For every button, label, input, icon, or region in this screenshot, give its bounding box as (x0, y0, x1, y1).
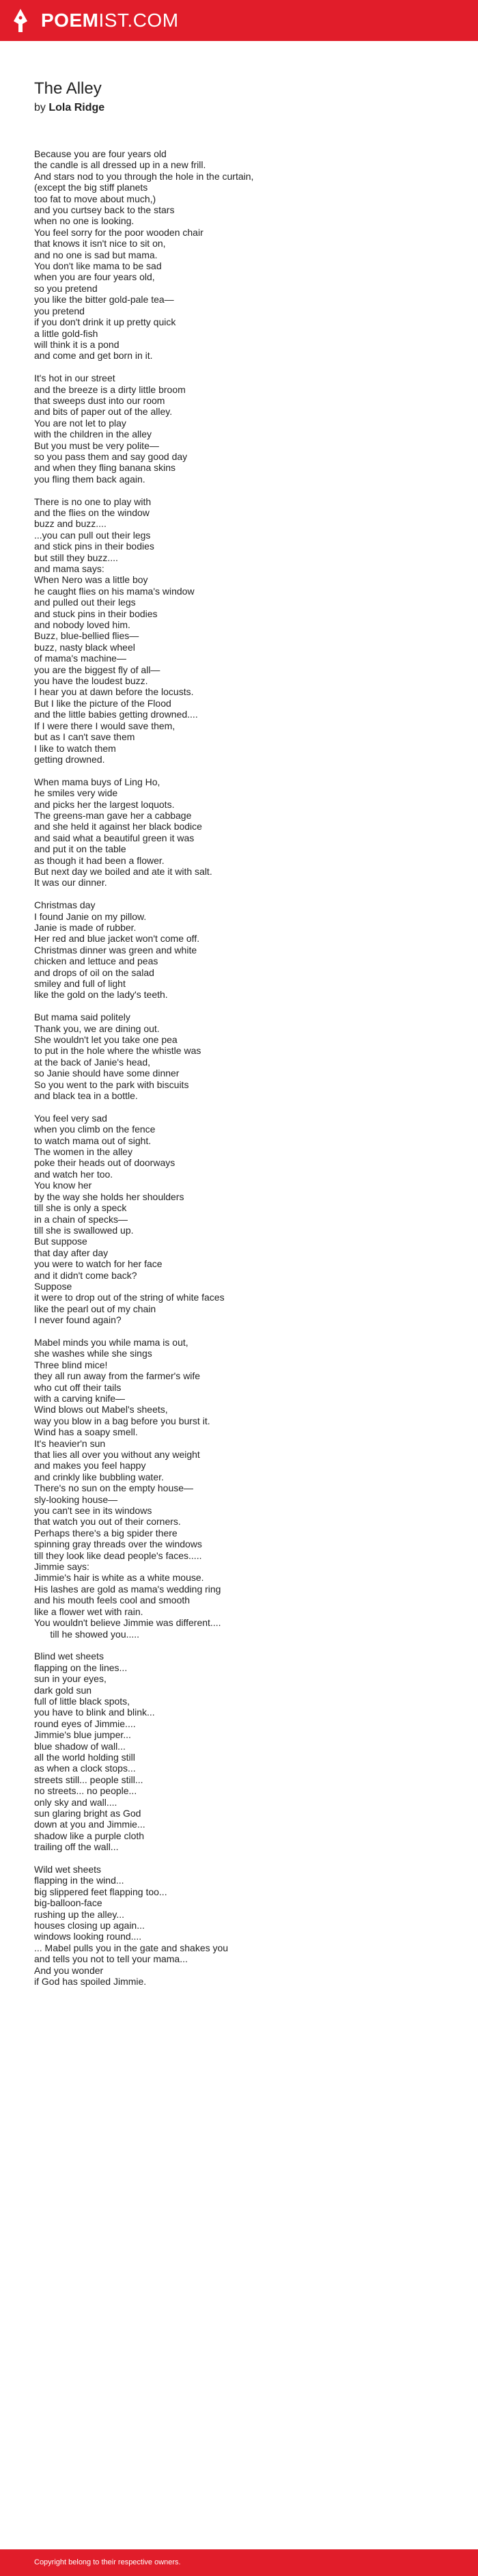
poem-line: Her red and blue jacket won't come off. (34, 933, 200, 945)
poem-line: way you blow in a bag before you burst it. (34, 1415, 210, 1426)
poem-line: as though it had been a flower. (34, 854, 165, 866)
poem-line: like the pearl out of my chain (34, 1303, 156, 1314)
poem-line: But I like the picture of the Flood (34, 697, 171, 709)
stanza (34, 372, 458, 485)
poem-line: I like to watch them (34, 742, 116, 754)
poem-line: you have to blink and blink... (34, 1707, 155, 1718)
brand-bold: POEM (41, 10, 99, 31)
poem-line: will think it is a pond (34, 338, 120, 350)
poem-line: to watch mama out of sight. (34, 1135, 152, 1146)
poem-line: you are the biggest fly of all— (34, 664, 160, 675)
pen-nib-icon[interactable] (13, 9, 28, 32)
poem-line: blue shadow of wall... (34, 1740, 126, 1752)
poem-line: Blind wet sheets (34, 1651, 104, 1662)
poem-line: till she is only a speck (34, 1202, 127, 1214)
site-footer (0, 2549, 478, 2576)
poem-line: and stick pins in their bodies (34, 541, 154, 552)
poem-line: When mama buys of Ling Ho, (34, 776, 160, 787)
poem-line: and the flies on the window (34, 506, 150, 518)
poem-line: windows looking round.... (34, 1931, 142, 1942)
poem-line: Janie is made of rubber. (34, 921, 137, 933)
site-header (0, 0, 478, 41)
poem-line: only sky and wall.... (34, 1796, 117, 1808)
poem-line: sly-looking house— (34, 1493, 118, 1505)
poem-line: Wild wet sheets (34, 1864, 102, 1875)
poem-line: with a carving knife— (34, 1392, 126, 1404)
poem-line: and pulled out their legs (34, 597, 136, 608)
poem-line: And you wonder (34, 1964, 104, 1976)
poem-line: you were to watch for her face (34, 1258, 163, 1270)
poem-line: but still they buzz.... (34, 552, 118, 563)
poem-line: and it didn't come back? (34, 1269, 137, 1281)
stanza (34, 899, 458, 1001)
poem-line: chicken and lettuce and peas (34, 955, 158, 967)
stanza (34, 496, 458, 765)
poem-line: and drops of oil on the salad (34, 966, 154, 978)
poem-line: rushing up the alley... (34, 1908, 125, 1920)
poem-line: smiley and full of light (34, 978, 126, 989)
poem-line: But suppose (34, 1236, 87, 1247)
poem-line: she washes while she sings (34, 1348, 152, 1359)
poem-line: The women in the alley (34, 1146, 132, 1158)
poem-line: There is no one to play with (34, 496, 152, 507)
poem-line: getting drowned. (34, 753, 105, 765)
poem-line: by the way she holds her shoulders (34, 1191, 184, 1202)
stanza (34, 1864, 458, 1987)
poem-line: dark gold sun (34, 1684, 92, 1696)
byline (34, 100, 104, 116)
poem-line: Suppose (34, 1280, 72, 1292)
poem-line: Christmas day (34, 899, 96, 911)
stanza (34, 1012, 458, 1101)
poem-line: There's no sun on the empty house— (34, 1482, 194, 1494)
author-link[interactable]: Lola Ridge (48, 102, 105, 113)
poem-line: So you went to the park with biscuits (34, 1079, 189, 1090)
poem-line: big-balloon-face (34, 1897, 102, 1909)
poem-line: till she is swallowed up. (34, 1224, 134, 1236)
poem-line: It was our dinner. (34, 877, 107, 889)
poem-line: You are not let to play (34, 417, 126, 429)
poem-line: You know her (34, 1180, 92, 1191)
poem-line: so you pass them and say good day (34, 450, 188, 462)
poem-line: Wind has a soapy smell. (34, 1426, 138, 1438)
poem-line: And stars nod to you through the hole in the curtain, (34, 170, 254, 182)
poem-line: You wouldn't believe Jimmie was different.... (34, 1617, 221, 1629)
poem-line: all the world holding still (34, 1751, 135, 1763)
poem-line: I found Janie on my pillow. (34, 910, 147, 922)
poem-line: no streets... no people... (34, 1785, 137, 1797)
poem-line: round eyes of Jimmie.... (34, 1718, 136, 1729)
poem-line: as when a clock stops... (34, 1763, 136, 1774)
poem-line: You feel very sad (34, 1112, 107, 1124)
poem-line: buzz, nasty black wheel (34, 641, 135, 653)
poem-line: It's hot in our street (34, 372, 115, 384)
poem-line: and black tea in a bottle. (34, 1090, 138, 1102)
poem-line: that watch you out of their corners. (34, 1516, 181, 1528)
poem-line: spinning gray threads over the windows (34, 1538, 202, 1550)
poem-line: (except the big stiff planets (34, 182, 148, 193)
poem-line: and the little babies getting drowned.... (34, 709, 198, 720)
poem-line: flapping on the lines... (34, 1662, 128, 1673)
poem-line: he caught flies on his mama's window (34, 585, 195, 597)
poem-line: and crinkly like bubbling water. (34, 1471, 164, 1482)
poem-line: and come and get born in it. (34, 350, 153, 362)
site-logo[interactable] (41, 9, 179, 32)
poem-line: and she held it against her black bodice (34, 821, 202, 832)
poem-line: Perhaps there's a big spider there (34, 1527, 178, 1538)
poem-line: when no one is looking. (34, 215, 135, 227)
poem-line: to put in the hole where the whistle was (34, 1045, 201, 1057)
poem-line: you pretend (34, 305, 85, 316)
poem-line: and tells you not to tell your mama... (34, 1953, 188, 1965)
poem-line: and nobody loved him. (34, 619, 130, 631)
poem-line: and stuck pins in their bodies (34, 608, 158, 619)
poem-line: if God has spoiled Jimmie. (34, 1976, 147, 1988)
stanza (34, 1337, 458, 1640)
poem-line: at the back of Janie's head, (34, 1056, 151, 1068)
poem-line: and watch her too. (34, 1168, 113, 1180)
poem-line: but as I can't save them (34, 731, 135, 743)
poem-line: Jimmie's blue jumper... (34, 1729, 131, 1741)
poem-line: She wouldn't let you take one pea (34, 1034, 178, 1046)
poem-line: flapping in the wind... (34, 1875, 124, 1886)
poem-line: poke their heads out of doorways (34, 1157, 175, 1169)
poem-line: and said what a beautiful green it was (34, 832, 195, 843)
poem-line: you fling them back again. (34, 473, 145, 485)
poem-line: it were to drop out of the string of white faces (34, 1292, 225, 1303)
poem-line: houses closing up again... (34, 1920, 145, 1931)
stanza (34, 776, 458, 889)
poem-line: till they look like dead people's faces..... (34, 1549, 202, 1561)
poem-line: and mama says: (34, 563, 104, 574)
poem-line: Because you are four years old (34, 148, 167, 159)
poem-line: You don't like mama to be sad (34, 260, 162, 272)
copyright-notice: Copyright belong to their respective owners. (34, 2558, 181, 2566)
poem-line: Three blind mice! (34, 1359, 108, 1370)
poem-line: Jimmie says: (34, 1561, 89, 1573)
stanza (34, 1651, 458, 1852)
poem-line: they all run away from the farmer's wife (34, 1370, 201, 1382)
poem-line: that sweeps dust into our room (34, 394, 165, 406)
poem-line: you have the loudest buzz. (34, 675, 148, 687)
poem-line: till he showed you..... (34, 1628, 140, 1640)
poem-line: shadow like a purple cloth (34, 1830, 145, 1841)
poem-line: But you must be very polite— (34, 439, 159, 451)
poem-line: Mabel minds you while mama is out, (34, 1336, 188, 1348)
poem-line: and his mouth feels cool and smooth (34, 1595, 191, 1606)
poem-line: His lashes are gold as mama's wedding ring (34, 1583, 221, 1595)
poem-line: and bits of paper out of the alley. (34, 406, 173, 418)
by-label: by (34, 102, 46, 113)
poem-line: Thank you, we are dining out. (34, 1022, 160, 1034)
poem-line: that knows it isn't nice to sit on, (34, 238, 166, 249)
poem-line: the candle is all dressed up in a new frill. (34, 159, 206, 171)
poem-line: I never found again? (34, 1314, 122, 1326)
poem-line: down at you and Jimmie... (34, 1819, 145, 1830)
poem-line: Wind blows out Mabel's sheets, (34, 1404, 168, 1415)
poem-line: like the gold on the lady's teeth. (34, 989, 168, 1001)
poem-line: and put it on the table (34, 843, 126, 855)
poem-line: too fat to move about much,) (34, 193, 156, 204)
poem-body (34, 148, 458, 1998)
poem-line: with the children in the alley (34, 429, 152, 440)
poem-line: sun in your eyes, (34, 1673, 107, 1685)
poem-line: so you pretend (34, 282, 98, 294)
poem-line: when you climb on the fence (34, 1124, 156, 1135)
poem-line: of mama's machine— (34, 653, 126, 664)
poem-line: a little gold-fish (34, 327, 98, 339)
poem-line: But next day we boiled and ate it with salt. (34, 865, 212, 877)
poem-line: It's heavier'n sun (34, 1437, 106, 1449)
poem-line: and no one is sad but mama. (34, 249, 158, 260)
poem-line: ... Mabel pulls you in the gate and shakes you (34, 1942, 229, 1953)
poem-line: you like the bitter gold-pale tea— (34, 294, 174, 306)
brand-light: IST.COM (98, 10, 179, 31)
poem-line: If I were there I would save them, (34, 720, 175, 731)
poem-line: full of little black spots, (34, 1695, 130, 1707)
poem-line: and makes you feel happy (34, 1460, 146, 1472)
poem-line: buzz and buzz.... (34, 518, 107, 530)
poem-line: that lies all over you without any weight (34, 1449, 200, 1461)
poem-line: if you don't drink it up pretty quick (34, 316, 176, 328)
poem-line: like a flower wet with rain. (34, 1605, 143, 1617)
poem-line: I hear you at dawn before the locusts. (34, 686, 194, 698)
poem-line: Buzz, blue-bellied flies— (34, 630, 139, 642)
poem-line: and the breeze is a dirty little broom (34, 383, 186, 395)
poem-line: he smiles very wide (34, 787, 118, 799)
poem-line: But mama said politely (34, 1012, 130, 1023)
poem-line: Christmas dinner was green and white (34, 944, 197, 955)
poem-line: and picks her the largest loquots. (34, 798, 175, 810)
poem-line: When Nero was a little boy (34, 574, 148, 586)
poem-line: trailing off the wall... (34, 1841, 119, 1853)
poem-line: big slippered feet flapping too... (34, 1886, 167, 1897)
poem-line: streets still... people still... (34, 1774, 143, 1785)
poem-line: The greens-man gave her a cabbage (34, 809, 192, 821)
poem-line: that day after day (34, 1247, 109, 1258)
poem-line: in a chain of specks— (34, 1213, 128, 1225)
stanza (34, 1113, 458, 1326)
poem-line: and you curtsey back to the stars (34, 204, 175, 216)
poem-line: You feel sorry for the poor wooden chair (34, 226, 203, 238)
poem-line: who cut off their tails (34, 1381, 122, 1393)
poem-line: and when they fling banana skins (34, 462, 176, 474)
poem-line: Jimmie's hair is white as a white mouse. (34, 1572, 204, 1584)
poem-line: you can't see in its windows (34, 1505, 152, 1517)
stanza (34, 148, 458, 362)
poem-line: when you are four years old, (34, 271, 155, 283)
poem-line: so Janie should have some dinner (34, 1068, 180, 1079)
poem-line: ...you can pull out their legs (34, 529, 151, 541)
poem-line: sun glaring bright as God (34, 1808, 141, 1819)
poem-title: The Alley (34, 79, 102, 98)
